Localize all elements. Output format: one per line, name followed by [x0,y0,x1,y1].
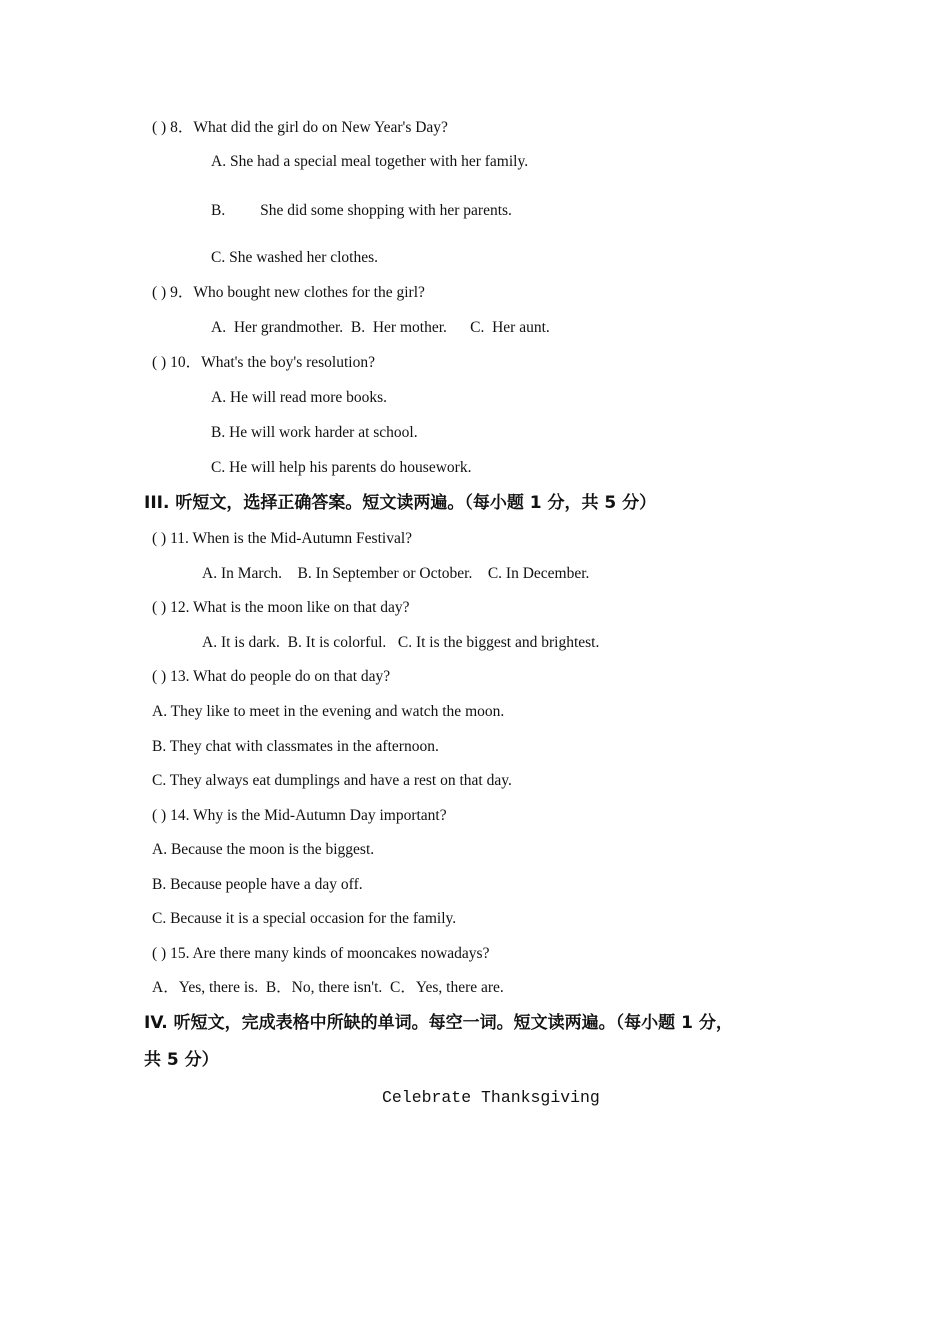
question-9-options: A. Her grandmother. B. Her mother. C. Her aunt. [211,319,550,336]
question-10-stem: ( ) 10．What's the boy's resolution? [152,354,375,371]
question-14-option-b: B. Because people have a day off. [152,876,363,893]
question-14-option-c: C. Because it is a special occasion for the family. [152,910,457,927]
question-13-stem: ( ) 13. What do people do on that day? [152,668,391,685]
question-8-option-b: B. She did some shopping with her parents. [211,202,512,219]
section-4-heading-line-2: 共 5 分） [144,1050,219,1070]
question-8-option-a: A. She had a special meal together with her family. [211,153,529,170]
question-12-options: A. It is dark. B. It is colorful. C. It is the biggest and brightest. [202,634,600,651]
question-14-stem: ( ) 14. Why is the Mid-Autumn Day important? [152,807,447,824]
section-4-heading-line-1: IV. 听短文，完成表格中所缺的单词。每空一词。短文读两遍。（每小题 1 分， [144,1013,733,1033]
question-13-option-a: A. They like to meet in the evening and watch the moon. [152,703,505,720]
section-3-heading: III. 听短文，选择正确答案。短文读两遍。（每小题 1 分，共 5 分） [144,493,657,513]
question-15-stem: ( ) 15. Are there many kinds of mooncakes nowadays? [152,945,490,962]
question-10-option-c: C. He will help his parents do housework. [211,459,472,476]
question-12-stem: ( ) 12. What is the moon like on that day? [152,599,410,616]
question-9-stem: ( ) 9．Who bought new clothes for the girl? [152,284,425,301]
question-14-option-a: A. Because the moon is the biggest. [152,841,375,858]
question-8-option-c: C. She washed her clothes. [211,249,379,266]
question-10-option-a: A. He will read more books. [211,389,388,406]
question-8-stem: ( ) 8．What did the girl do on New Year's Day? [152,119,448,136]
question-13-option-c: C. They always eat dumplings and have a rest on that day. [152,772,512,789]
question-13-option-b: B. They chat with classmates in the afternoon. [152,738,439,755]
question-15-options: A．Yes, there is. B．No, there isn't. C．Yes, there are. [152,979,504,996]
question-11-stem: ( ) 11. When is the Mid-Autumn Festival? [152,530,413,547]
question-11-options: A. In March. B. In September or October. C. In December. [202,565,590,582]
table-title: Celebrate Thanksgiving [382,1088,600,1107]
question-10-option-b: B. He will work harder at school. [211,424,418,441]
